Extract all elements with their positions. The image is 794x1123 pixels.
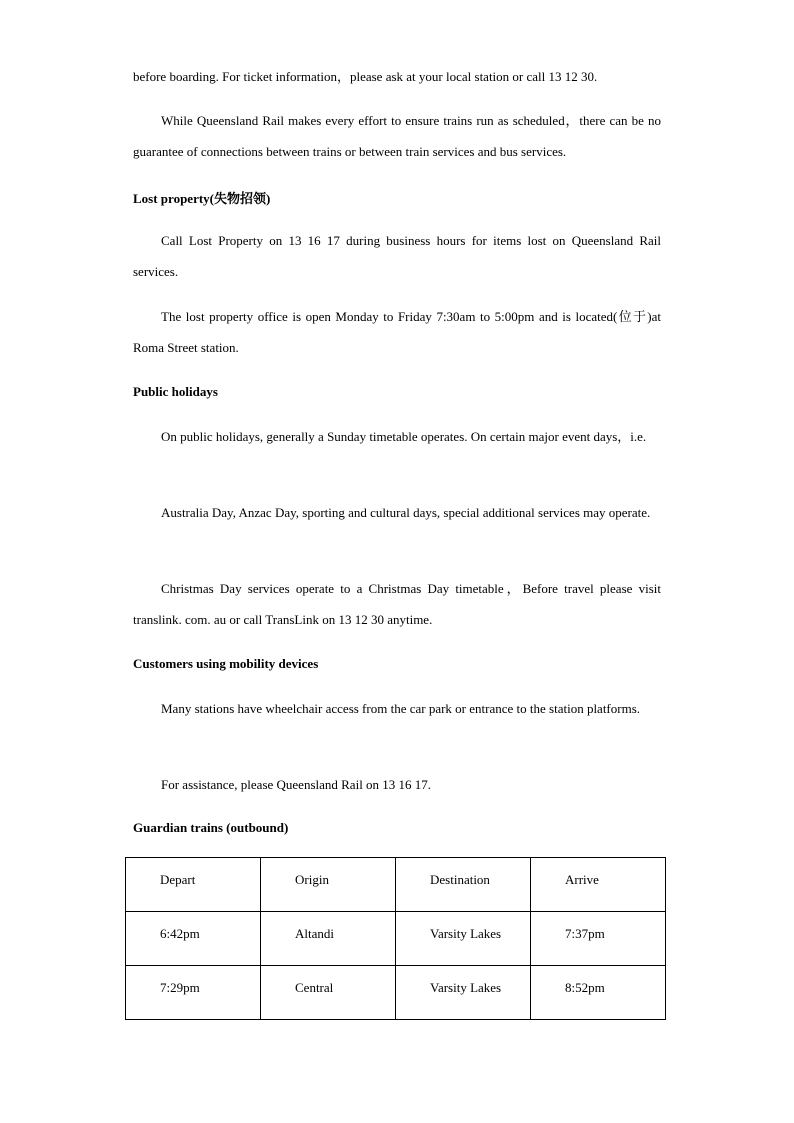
paragraph-connections: While Queensland Rail makes every effort to ensure trains run as scheduled，there can be no guarantee of connections between trains or between train services and bus services. <box>133 113 661 159</box>
heading-guardian-trains: Guardian trains (outbound) <box>133 820 289 835</box>
table-cell: Altandi <box>261 912 396 966</box>
table-row <box>126 912 666 966</box>
header-cell-depart: Depart <box>126 858 261 912</box>
table-row <box>126 966 666 1020</box>
heading-mobility-devices: Customers using mobility devices <box>133 656 319 671</box>
header-cell-arrive: Arrive <box>531 858 666 912</box>
table-cell: 6:42pm <box>126 912 261 966</box>
table-cell: 7:29pm <box>126 966 261 1020</box>
header-cell-destination: Destination <box>396 858 531 912</box>
paragraph-wheelchair-access: Many stations have wheelchair access from the car park or entrance to the station platforms. <box>161 701 641 716</box>
paragraph-holidays-timetable: On public holidays, generally a Sunday timetable operates. On certain major event days，i.e. <box>161 429 647 444</box>
table-header-row <box>126 858 666 912</box>
paragraph-holidays-events: Australia Day, Anzac Day, sporting and cultural days, special additional services may operate. <box>161 505 651 520</box>
paragraph-christmas: Christmas Day services operate to a Christmas Day timetable，Before travel please visit translink. com. au or call TransLink on 13 12 30 anytime. <box>133 581 661 627</box>
table-cell: Central <box>261 966 396 1020</box>
table-cell: Varsity Lakes <box>396 912 531 966</box>
table-cell: 7:37pm <box>531 912 666 966</box>
heading-lost-property: Lost property(失物招领) <box>133 191 271 206</box>
guardian-trains-table <box>125 857 666 1020</box>
heading-public-holidays: Public holidays <box>133 384 218 399</box>
table-cell: 8:52pm <box>531 966 666 1020</box>
table-cell: Varsity Lakes <box>396 966 531 1020</box>
paragraph-assistance: For assistance, please Queensland Rail on 13 16 17. <box>161 777 432 792</box>
paragraph-lost-property-office: The lost property office is open Monday to Friday 7:30am to 5:00pm and is located(位于)at Roma Street station. <box>133 309 661 355</box>
paragraph-ticket-info: before boarding. For ticket information，please ask at your local station or call 13 12 30. <box>133 69 598 84</box>
paragraph-lost-property-call: Call Lost Property on 13 16 17 during business hours for items lost on Queensland Rail services. <box>133 233 661 279</box>
header-cell-origin: Origin <box>261 858 396 912</box>
